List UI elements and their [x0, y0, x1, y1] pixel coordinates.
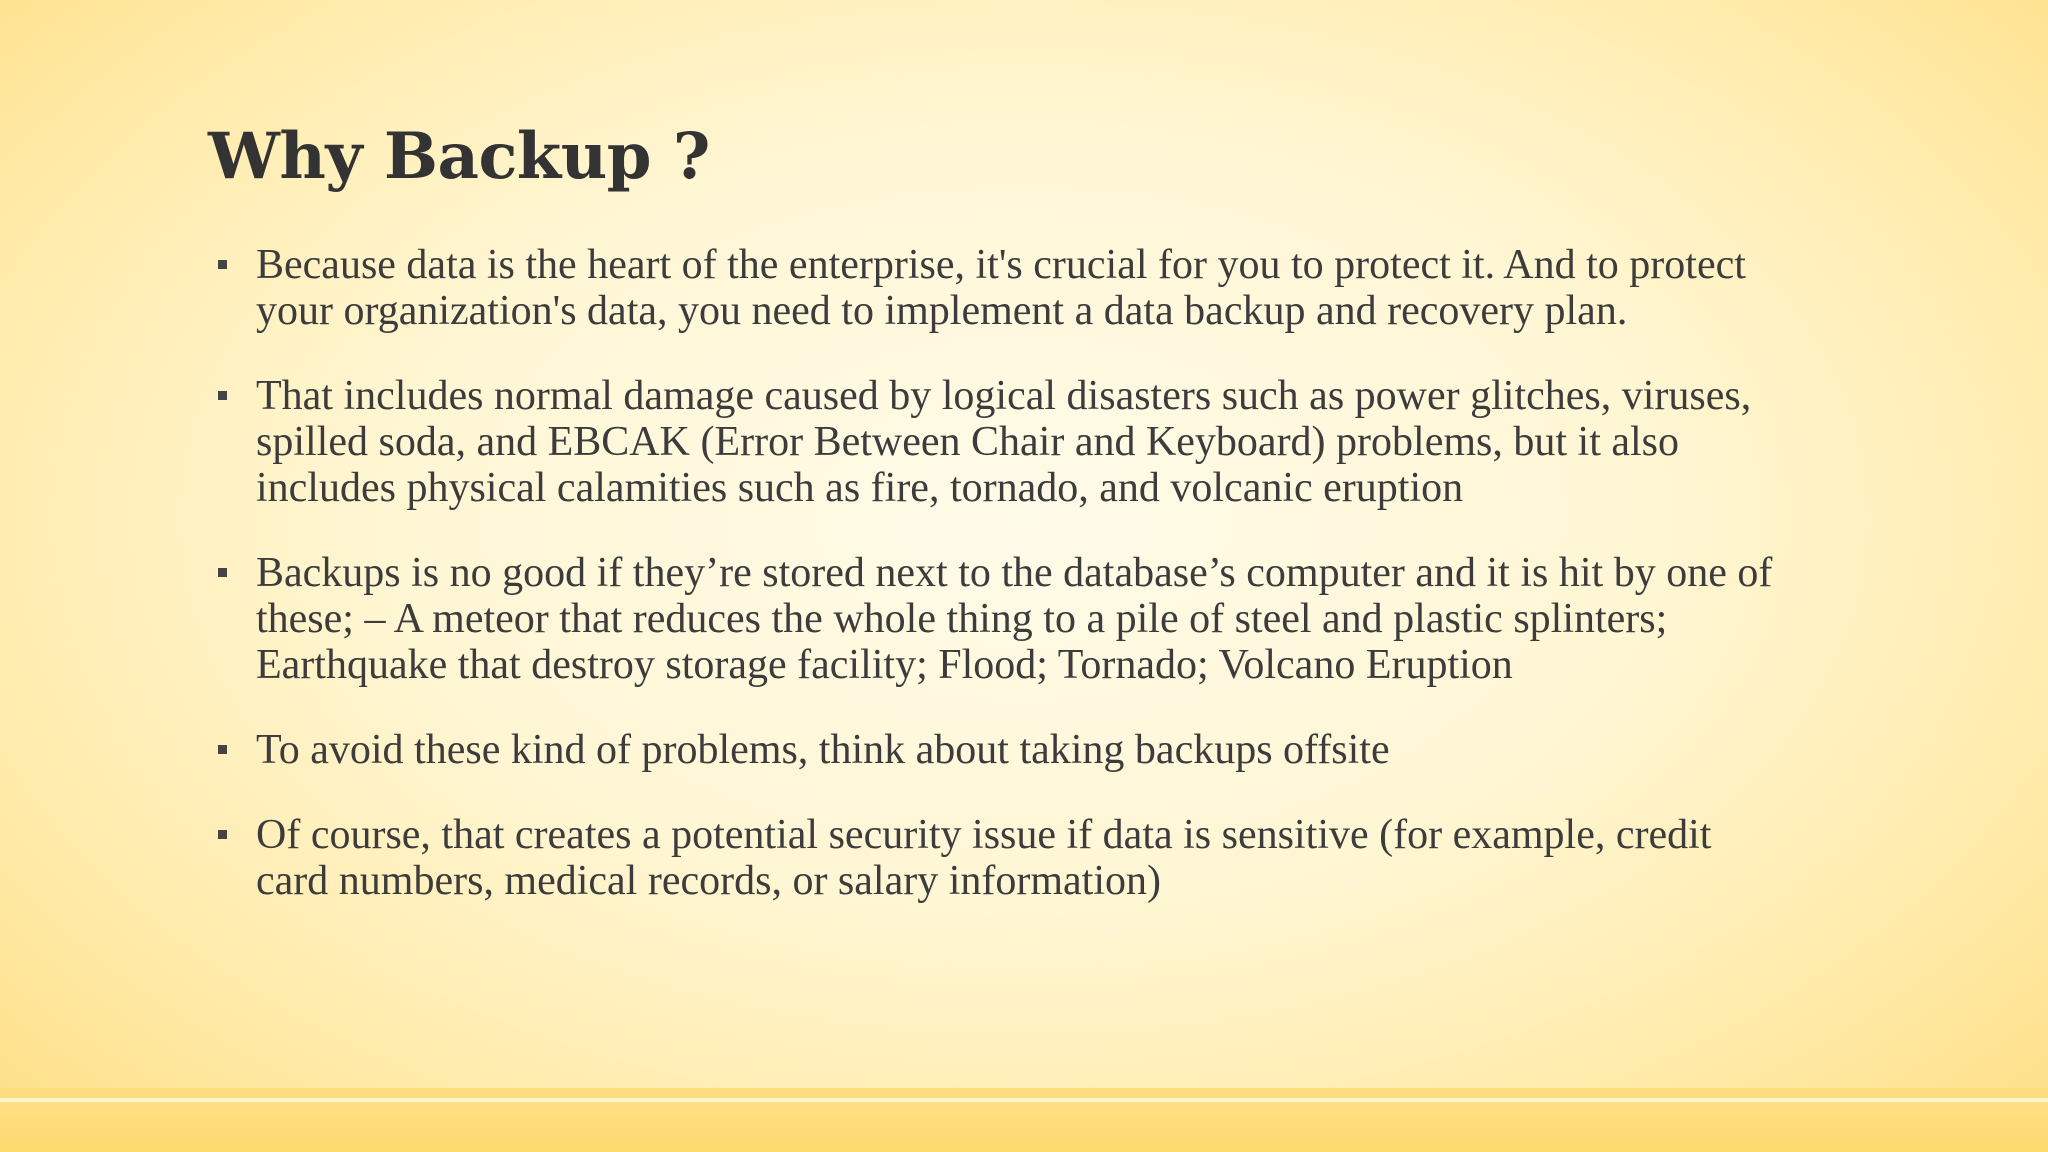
square-bullet-icon	[218, 745, 227, 754]
bullet-text: That includes normal damage caused by logical disasters such as power glitches, viruses, spilled soda, and EBCAK (Error Between Chair and Keyboard) problems, but it also includes physical calamities such as fire, tornado, and volcanic eruption	[256, 373, 1752, 511]
bullet-text: Backups is no good if they’re stored next to the database’s computer and it is hit by one of these; – A meteor that reduces the whole thing to a pile of steel and plastic splinters; Earthquake that destroy storage facility; Flood; Tornado; Volcano Eruption	[256, 550, 1773, 688]
square-bullet-icon	[218, 568, 227, 577]
bullet-item	[216, 727, 1776, 773]
footer-accent-line	[0, 1088, 2048, 1098]
slide-title: Why Backup ?	[208, 119, 710, 194]
bullet-item	[216, 242, 1776, 334]
bullet-text: To avoid these kind of problems, think about taking backups offsite	[256, 727, 1390, 773]
footer-accent-band	[0, 1102, 2048, 1152]
bullet-item	[216, 373, 1776, 511]
bullet-text: Of course, that creates a potential security issue if data is sensitive (for example, credit card numbers, medical records, or salary information)	[256, 812, 1712, 904]
square-bullet-icon	[218, 830, 227, 839]
bullet-item	[216, 550, 1776, 688]
square-bullet-icon	[218, 391, 227, 400]
bullet-text: Because data is the heart of the enterprise, it's crucial for you to protect it. And to protect your organization's data, you need to implement a data backup and recovery plan.	[256, 242, 1746, 334]
square-bullet-icon	[218, 260, 227, 269]
bullet-list	[216, 242, 1776, 943]
bullet-item	[216, 812, 1776, 904]
